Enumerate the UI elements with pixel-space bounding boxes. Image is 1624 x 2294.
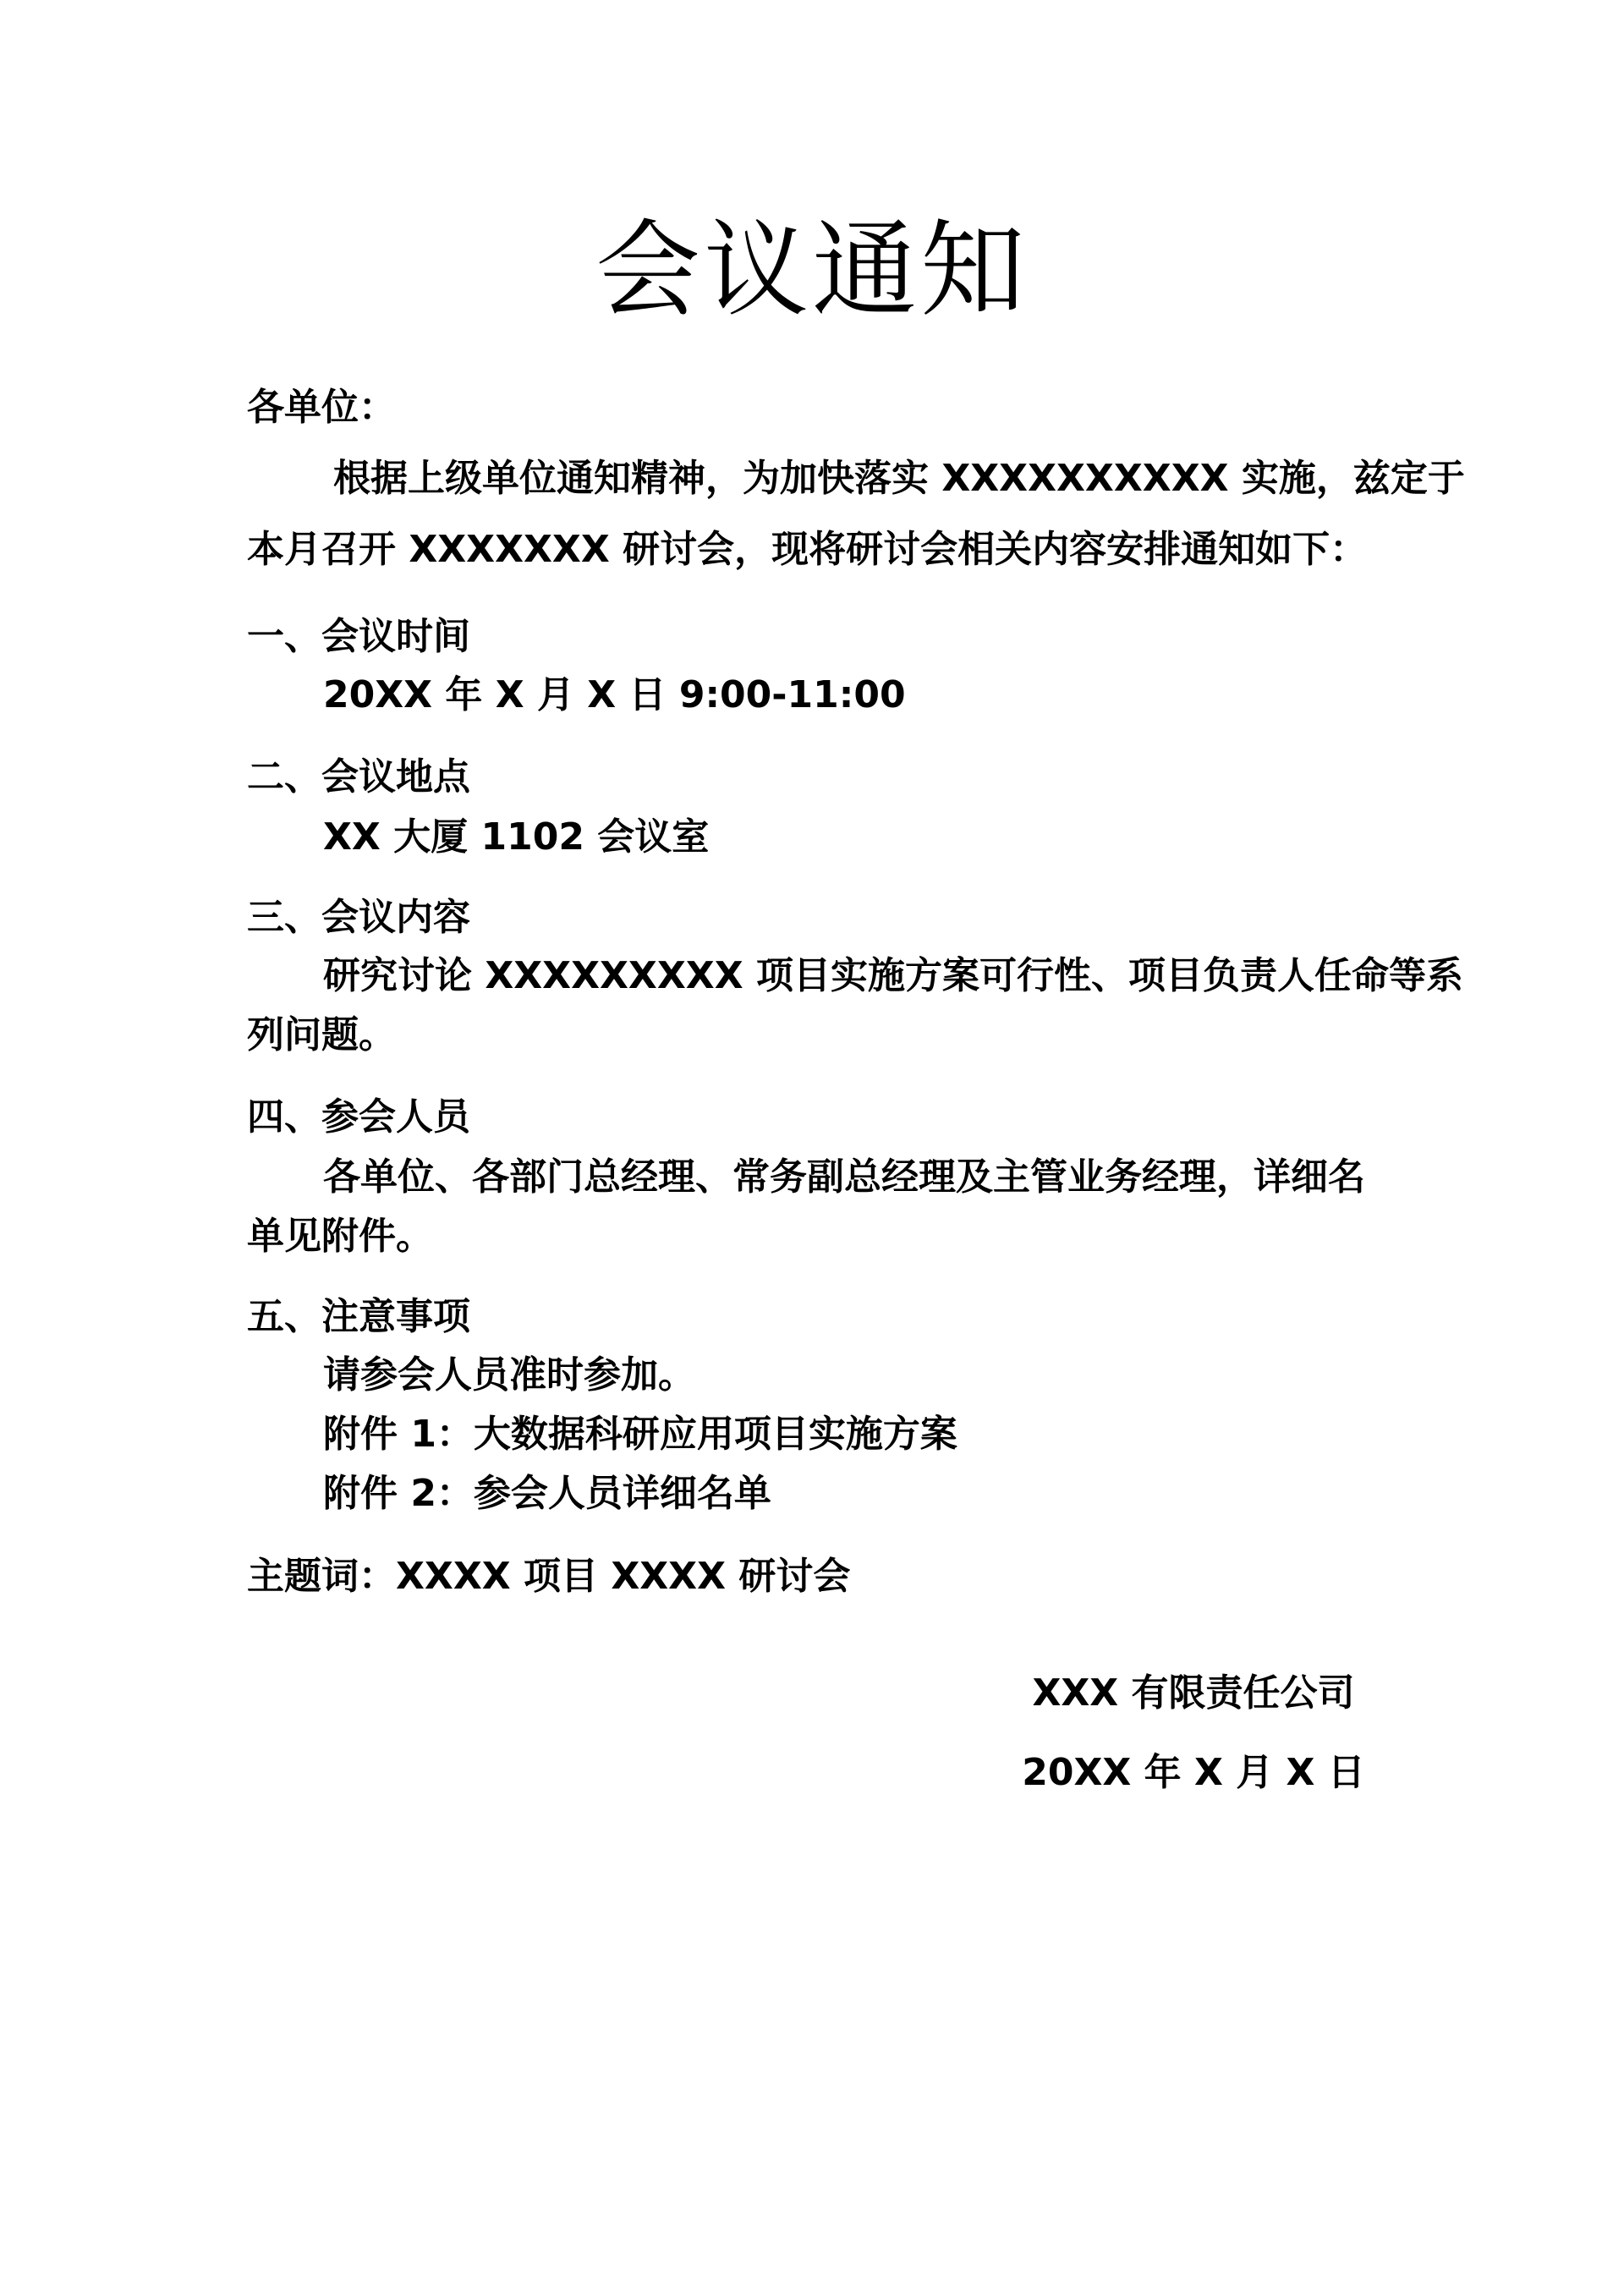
attachment-1: 附件 1：大数据科研应用项目实施方案: [323, 1413, 957, 1456]
section-content-line-2: 列问题。: [247, 1013, 396, 1056]
section-location-text: XX 大厦 1102 会议室: [323, 815, 710, 859]
section-heading-location: 二、会议地点: [247, 755, 470, 799]
signature-company: XXX 有限责任公司: [1032, 1671, 1355, 1715]
section-notes-text: 请参会人员准时参加。: [323, 1353, 695, 1397]
section-heading-attendees: 四、参会人员: [247, 1095, 470, 1139]
intro-line-2: 本月召开 XXXXXXX 研讨会，现将研讨会相关内容安排通知如下：: [247, 528, 1368, 571]
attachment-2: 附件 2：参会人员详细名单: [323, 1472, 771, 1515]
section-heading-time: 一、会议时间: [247, 615, 470, 658]
section-heading-notes: 五、注意事项: [247, 1295, 470, 1338]
section-attendees-line-1: 各单位、各部门总经理、常务副总经理及主管业务经理，详细名: [323, 1155, 1365, 1199]
intro-line-1: 根据上级单位通知精神，为加快落实 XXXXXXXXXX 实施，兹定于: [333, 457, 1465, 500]
document-title: 会议通知: [595, 210, 1029, 332]
section-heading-content: 三、会议内容: [247, 896, 470, 939]
section-time-text: 20XX 年 X 月 X 日 9:00-11:00: [323, 673, 906, 716]
section-attendees-line-2: 单见附件。: [247, 1215, 433, 1258]
salutation: 各单位：: [247, 386, 396, 429]
signature-date: 20XX 年 X 月 X 日: [1022, 1751, 1365, 1794]
keywords: 主题词：XXXX 项目 XXXX 研讨会: [247, 1555, 851, 1598]
section-content-line-1: 研究讨论 XXXXXXXXX 项目实施方案可行性、项目负责人任命等系: [323, 954, 1463, 997]
